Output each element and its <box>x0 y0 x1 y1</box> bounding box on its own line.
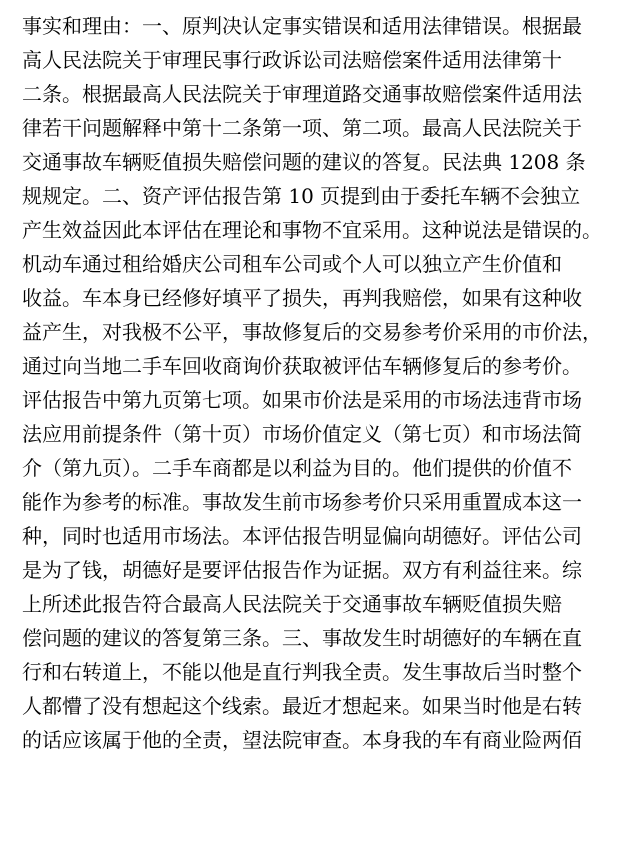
text-line: 收益。车本身已经修好填平了损失，再判我赔偿，如果有这种收 <box>22 286 582 310</box>
text-line: 偿问题的建议的答复第三条。三、事故发生时胡德好的车辆在直 <box>22 626 582 650</box>
text-line: 产生效益因此本评估在理论和事物不宜采用。这种说法是错误的。 <box>22 218 602 242</box>
text-line: 交通事故车辆贬值损失赔偿问题的建议的答复。民法典 1208 条 <box>22 150 586 174</box>
text-line: 能作为参考的标准。事故发生前市场参考价只采用重置成本这一 <box>22 490 582 514</box>
text-line: 行和右转道上，不能以他是直行判我全责。发生事故后当时整个 <box>22 660 582 684</box>
text-line: 人都懵了没有想起这个线索。最近才想起来。如果当时他是右转 <box>22 694 582 718</box>
text-line: 法应用前提条件（第十页）市场价值定义（第七页）和市场法简 <box>22 422 582 446</box>
text-line: 是为了钱，胡德好是要评估报告作为证据。双方有利益往来。综 <box>22 558 582 582</box>
text-line: 机动车通过租给婚庆公司租车公司或个人可以独立产生价值和 <box>22 252 562 276</box>
text-line: 高人民法院关于审理民事行政诉讼司法赔偿案件适用法律第十 <box>22 48 562 72</box>
text-line: 的话应该属于他的全责，望法院审查。本身我的车有商业险两佰 <box>22 728 582 752</box>
text-line: 上所述此报告符合最高人民法院关于交通事故车辆贬值损失赔 <box>22 592 562 616</box>
text-line: 种，同时也适用市场法。本评估报告明显偏向胡德好。评估公司 <box>22 524 582 548</box>
text-line: 介（第九页）。二手车商都是以利益为目的。他们提供的价值不 <box>22 456 572 480</box>
text-line: 事实和理由：一、原判决认定事实错误和适用法律错误。根据最 <box>22 14 582 38</box>
text-line: 规规定。二、资产评估报告第 10 页提到由于委托车辆不会独立 <box>22 184 581 208</box>
document-body <box>22 9 616 757</box>
text-line: 评估报告中第九页第七项。如果市价法是采用的市场法违背市场 <box>22 388 582 412</box>
text-line: 益产生，对我极不公平，事故修复后的交易参考价采用的市价法， <box>22 320 602 344</box>
text-line: 二条。根据最高人民法院关于审理道路交通事故赔偿案件适用法 <box>22 82 582 106</box>
text-line: 律若干问题解释中第十二条第一项、第二项。最高人民法院关于 <box>22 116 582 140</box>
text-line: 通过向当地二手车回收商询价获取被评估车辆修复后的参考价。 <box>22 354 582 378</box>
